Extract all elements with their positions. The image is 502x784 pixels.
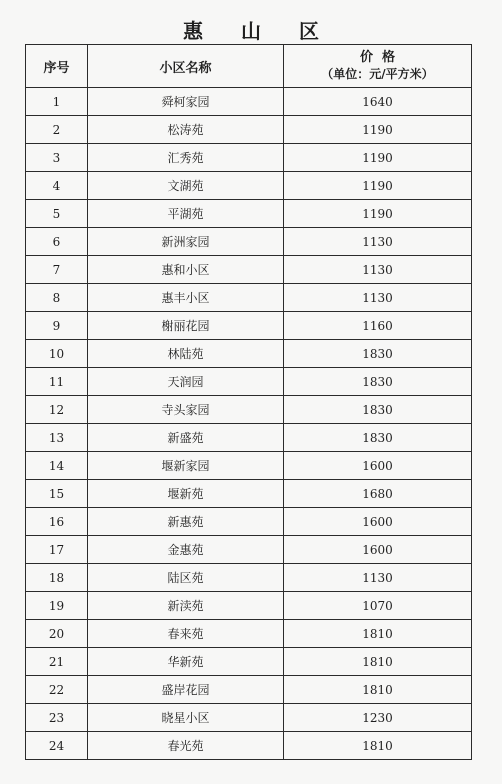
cell-index: 23 <box>26 704 88 732</box>
cell-price: 1830 <box>284 424 472 452</box>
cell-price: 1600 <box>284 536 472 564</box>
table-row <box>26 256 472 284</box>
table-row <box>26 676 472 704</box>
cell-price: 1810 <box>284 732 472 760</box>
table-row <box>26 704 472 732</box>
cell-index: 7 <box>26 256 88 284</box>
cell-price: 1130 <box>284 256 472 284</box>
title-char: 山 <box>241 18 261 43</box>
table-row <box>26 424 472 452</box>
cell-name: 春来苑 <box>88 620 284 648</box>
cell-name: 汇秀苑 <box>88 144 284 172</box>
cell-index: 20 <box>26 620 88 648</box>
cell-price: 1190 <box>284 172 472 200</box>
cell-index: 24 <box>26 732 88 760</box>
header-index: 序号 <box>26 45 88 88</box>
cell-name: 华新苑 <box>88 648 284 676</box>
cell-price: 1830 <box>284 340 472 368</box>
cell-name: 惠丰小区 <box>88 284 284 312</box>
cell-name: 松涛苑 <box>88 116 284 144</box>
cell-name: 陆区苑 <box>88 564 284 592</box>
cell-index: 4 <box>26 172 88 200</box>
cell-name: 堰新苑 <box>88 480 284 508</box>
table-row <box>26 452 472 480</box>
table-header <box>26 45 472 88</box>
cell-name: 晓星小区 <box>88 704 284 732</box>
cell-index: 21 <box>26 648 88 676</box>
cell-price: 1600 <box>284 508 472 536</box>
cell-price: 1810 <box>284 648 472 676</box>
cell-name: 新盛苑 <box>88 424 284 452</box>
cell-name: 舜柯家园 <box>88 88 284 116</box>
cell-price: 1640 <box>284 88 472 116</box>
cell-index: 12 <box>26 396 88 424</box>
cell-index: 18 <box>26 564 88 592</box>
cell-name: 新洲家园 <box>88 228 284 256</box>
header-name: 小区名称 <box>88 45 284 88</box>
table-row <box>26 312 472 340</box>
cell-price: 1190 <box>284 116 472 144</box>
cell-price: 1830 <box>284 368 472 396</box>
table-row <box>26 480 472 508</box>
page-title <box>0 14 502 44</box>
cell-index: 10 <box>26 340 88 368</box>
cell-name: 寺头家园 <box>88 396 284 424</box>
cell-price: 1070 <box>284 592 472 620</box>
cell-index: 3 <box>26 144 88 172</box>
cell-name: 新渎苑 <box>88 592 284 620</box>
cell-index: 15 <box>26 480 88 508</box>
cell-index: 8 <box>26 284 88 312</box>
table-row <box>26 116 472 144</box>
cell-price: 1190 <box>284 200 472 228</box>
cell-price: 1130 <box>284 284 472 312</box>
table-row <box>26 508 472 536</box>
cell-name: 惠和小区 <box>88 256 284 284</box>
table-row <box>26 396 472 424</box>
table-row <box>26 536 472 564</box>
table-row <box>26 732 472 760</box>
table-row <box>26 592 472 620</box>
table-row <box>26 284 472 312</box>
cell-index: 9 <box>26 312 88 340</box>
cell-index: 17 <box>26 536 88 564</box>
cell-index: 22 <box>26 676 88 704</box>
header-price-label: 价 格 <box>359 50 396 65</box>
table-row <box>26 172 472 200</box>
cell-index: 2 <box>26 116 88 144</box>
table-row <box>26 648 472 676</box>
header-row <box>26 45 472 88</box>
cell-index: 5 <box>26 200 88 228</box>
cell-name: 春光苑 <box>88 732 284 760</box>
cell-price: 1130 <box>284 228 472 256</box>
cell-name: 新惠苑 <box>88 508 284 536</box>
header-price-unit: （单位：元/平方米） <box>321 67 434 81</box>
cell-name: 盛岸花园 <box>88 676 284 704</box>
table-row <box>26 200 472 228</box>
table-row <box>26 228 472 256</box>
cell-index: 16 <box>26 508 88 536</box>
cell-index: 1 <box>26 88 88 116</box>
table-row <box>26 368 472 396</box>
cell-price: 1830 <box>284 396 472 424</box>
cell-index: 6 <box>26 228 88 256</box>
title-char: 惠 <box>183 18 203 43</box>
price-table <box>25 44 472 760</box>
table-row <box>26 340 472 368</box>
title-char: 区 <box>299 18 319 43</box>
cell-name: 天润园 <box>88 368 284 396</box>
cell-price: 1810 <box>284 676 472 704</box>
cell-price: 1230 <box>284 704 472 732</box>
cell-index: 14 <box>26 452 88 480</box>
table-row <box>26 564 472 592</box>
cell-name: 平湖苑 <box>88 200 284 228</box>
cell-index: 13 <box>26 424 88 452</box>
cell-name: 林陆苑 <box>88 340 284 368</box>
cell-price: 1190 <box>284 144 472 172</box>
cell-price: 1810 <box>284 620 472 648</box>
cell-price: 1130 <box>284 564 472 592</box>
table-body <box>26 88 472 760</box>
cell-name: 榭丽花园 <box>88 312 284 340</box>
table-row <box>26 144 472 172</box>
cell-name: 金惠苑 <box>88 536 284 564</box>
cell-price: 1600 <box>284 452 472 480</box>
table-row <box>26 620 472 648</box>
cell-price: 1680 <box>284 480 472 508</box>
cell-name: 文湖苑 <box>88 172 284 200</box>
cell-index: 11 <box>26 368 88 396</box>
cell-name: 堰新家园 <box>88 452 284 480</box>
cell-index: 19 <box>26 592 88 620</box>
header-price <box>284 45 472 88</box>
table-row <box>26 88 472 116</box>
cell-price: 1160 <box>284 312 472 340</box>
